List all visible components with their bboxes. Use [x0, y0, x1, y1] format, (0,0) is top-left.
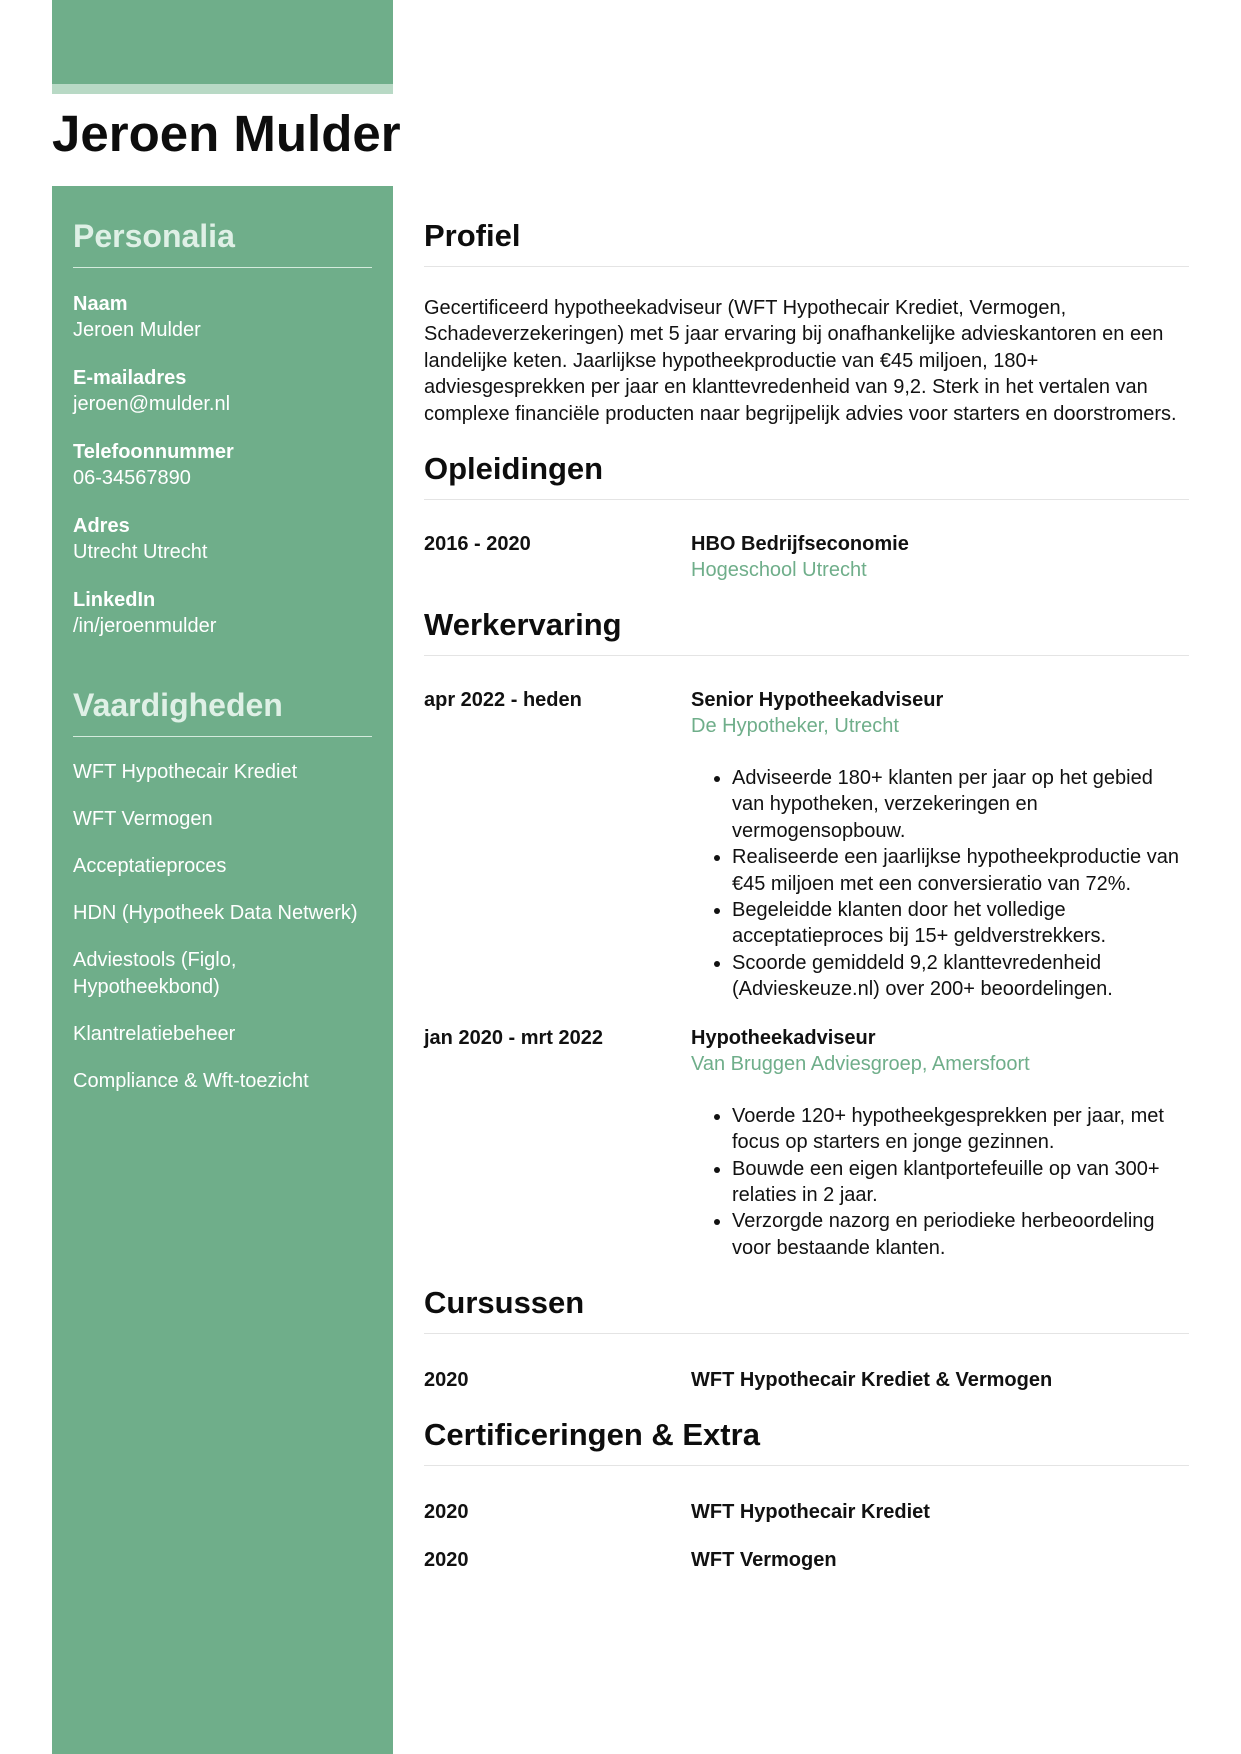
- field-label: LinkedIn: [73, 589, 156, 611]
- header-accent-band: [52, 0, 393, 84]
- field-value: /in/jeroenmulder: [73, 615, 217, 637]
- entry-date: 2020: [424, 1369, 469, 1392]
- skill-item: Compliance & Wft-toezicht: [73, 1070, 309, 1092]
- profile-section: [424, 186, 1189, 427]
- skill-item: WFT Hypothecair Krediet: [73, 761, 298, 783]
- skill-item: HDN (Hypotheek Data Netwerk): [73, 902, 358, 924]
- main-content: [424, 186, 1189, 1573]
- skill-item: WFT Vermogen: [73, 808, 213, 830]
- entry-body: [691, 1499, 1189, 1525]
- entry-body: [691, 531, 1189, 583]
- entry-date: 2020: [424, 1549, 469, 1572]
- field-value: jeroen@mulder.nl: [73, 393, 231, 415]
- bullet-item: • Begeleidde klanten door het volledige acceptatieproces bij 15+ geldverstrekkers.: [732, 897, 1189, 950]
- courses-section: [424, 1261, 1189, 1393]
- field-value: Jeroen Mulder: [73, 319, 201, 341]
- entry-body: [691, 687, 1189, 1003]
- field-naam: [73, 291, 372, 343]
- entry-subtitle: De Hypotheker, Utrecht: [691, 715, 899, 738]
- entry-title: Hypotheekadviseur: [691, 1026, 876, 1049]
- entry-date: jan 2020 - mrt 2022: [424, 1026, 603, 1049]
- header-accent-stripe: [52, 84, 393, 94]
- bullet-list: [691, 1103, 1189, 1261]
- skill-item: Acceptatieproces: [73, 855, 227, 877]
- entry-body: [691, 1025, 1189, 1261]
- field-adres: [73, 513, 372, 565]
- profile-heading: Profiel: [424, 186, 1189, 267]
- entry-date: 2016 - 2020: [424, 533, 531, 556]
- certification-entry: [424, 1499, 1189, 1525]
- certification-entry: [424, 1547, 1189, 1573]
- experience-entry: [424, 687, 1189, 1003]
- field-email: [73, 365, 372, 417]
- skill-item: Adviestools (Figlo, Hypotheekbond): [73, 949, 237, 998]
- bullet-list: [691, 765, 1189, 1003]
- personalia-fields: [73, 268, 372, 639]
- skill-item: Klantrelatiebeheer: [73, 1023, 236, 1045]
- field-value: 06-34567890: [73, 467, 191, 489]
- entry-subtitle: Hogeschool Utrecht: [691, 559, 867, 582]
- certifications-section: [424, 1393, 1189, 1573]
- bullet-item: • Realiseerde een jaarlijkse hypotheekproductie van €45 miljoen met een conversieratio van 72%.: [732, 844, 1189, 897]
- field-label: Telefoonnummer: [73, 441, 234, 463]
- field-label: Naam: [73, 293, 128, 315]
- education-heading: Opleidingen: [424, 427, 1189, 500]
- field-linkedin: [73, 587, 372, 639]
- bullet-item: • Adviseerde 180+ klanten per jaar op het gebied van hypotheken, verzekeringen en vermogensopbouw.: [732, 765, 1189, 844]
- certifications-heading: Certificeringen & Extra: [424, 1393, 1189, 1466]
- bullet-item: • Voerde 120+ hypotheekgesprekken per jaar, met focus op starters en jonge gezinnen.: [732, 1103, 1189, 1156]
- field-label: E-mailadres: [73, 367, 187, 389]
- entry-body: [691, 1367, 1189, 1393]
- profile-text: Gecertificeerd hypotheekadviseur (WFT Hypothecair Krediet, Vermogen, Schadeverzekeringen) met 5 jaar ervaring bij onafhankelijke advieskantoren en een landelijke keten. Jaarlijkse hypotheekproductie van €45 miljoen, 180+ adviesgesprekken per jaar en klanttevredenheid van 9,2. Sterk in het vertalen van complexe financiële producten naar begrijpelijk advies voor starters en doorstromers.: [424, 297, 1177, 425]
- course-entry: [424, 1367, 1189, 1393]
- field-value: Utrecht Utrecht: [73, 541, 208, 563]
- education-section: [424, 427, 1189, 583]
- bullet-item: • Bouwde een eigen klantportefeuille op van 300+ relaties in 2 jaar.: [732, 1156, 1189, 1209]
- entry-title: HBO Bedrijfseconomie: [691, 533, 909, 556]
- bullet-item: • Scoorde gemiddeld 9,2 klanttevredenheid (Advieskeuze.nl) over 200+ beoordelingen.: [732, 950, 1189, 1003]
- entry-title: WFT Hypothecair Krediet & Vermogen: [691, 1369, 1053, 1392]
- courses-heading: Cursussen: [424, 1261, 1189, 1334]
- experience-entry: [424, 1025, 1189, 1261]
- field-label: Adres: [73, 515, 130, 537]
- personalia-heading: Personalia: [73, 186, 372, 268]
- candidate-name: Jeroen Mulder: [52, 105, 401, 162]
- sidebar: [52, 186, 393, 1754]
- experience-heading: Werkervaring: [424, 583, 1189, 656]
- entry-title: WFT Hypothecair Krediet: [691, 1501, 930, 1524]
- entry-date: apr 2022 - heden: [424, 689, 582, 712]
- education-entry: [424, 531, 1189, 583]
- entry-body: [691, 1547, 1189, 1573]
- skills-heading: Vaardigheden: [73, 661, 372, 737]
- entry-title: WFT Vermogen: [691, 1549, 837, 1572]
- entry-date: 2020: [424, 1501, 469, 1524]
- entry-subtitle: Van Bruggen Adviesgroep, Amersfoort: [691, 1052, 1030, 1075]
- experience-section: [424, 583, 1189, 1261]
- bullet-item: • Verzorgde nazorg en periodieke herbeoordeling voor bestaande klanten.: [732, 1208, 1189, 1261]
- skills-list: [73, 737, 372, 1095]
- field-telefoon: [73, 439, 372, 491]
- entry-title: Senior Hypotheekadviseur: [691, 689, 944, 712]
